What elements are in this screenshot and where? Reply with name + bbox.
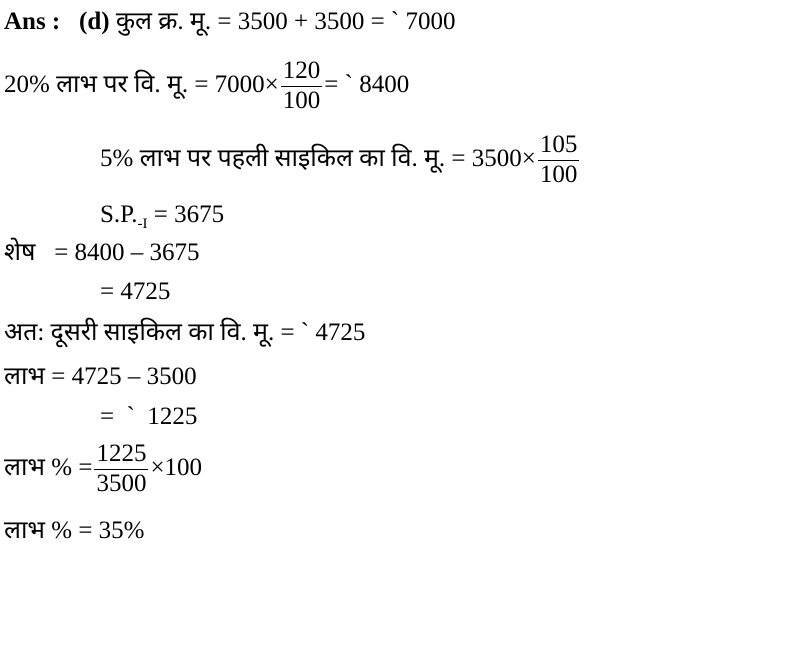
fraction-numerator: 105 xyxy=(538,131,580,161)
answer-line xyxy=(4,9,456,34)
profit-percent-formula-line xyxy=(4,440,202,499)
second-cycle-sp-text: अत: दूसरी साइकिल का वि. मू. = ` 4725 xyxy=(4,319,366,346)
sp-label: S.P. xyxy=(100,201,138,228)
remainder-text: शेष = 8400 – 3675 xyxy=(4,239,200,266)
first-cycle-prefix: 5% लाभ पर पहली साइकिल का वि. मू. = 3500× xyxy=(100,144,536,172)
fraction-denominator: 100 xyxy=(539,160,578,188)
profit-percent-prefix: लाभ % = xyxy=(4,453,93,481)
fraction-numerator: 1225 xyxy=(94,440,148,470)
profit-percent-result-line xyxy=(4,518,145,543)
fraction-105-100 xyxy=(538,131,580,190)
sp-first-line xyxy=(100,202,224,232)
fraction-120-100 xyxy=(281,57,323,116)
profit-text: लाभ = 4725 – 3500 xyxy=(4,363,197,390)
sp-subscript: -I xyxy=(137,216,148,232)
profit-line xyxy=(4,364,197,389)
remainder-line xyxy=(4,240,200,265)
sp-20pct-result: = ` 8400 xyxy=(324,70,410,98)
answer-label: Ans : xyxy=(4,8,61,35)
fraction-denominator: 3500 xyxy=(96,469,147,497)
profit-result: = ` 1225 xyxy=(100,403,198,430)
profit-result-line xyxy=(100,404,197,429)
second-cycle-sp-line xyxy=(4,320,365,345)
first-cycle-sp-line xyxy=(100,131,581,190)
answer-option: (d) xyxy=(79,8,110,35)
fraction-denominator: 100 xyxy=(282,86,321,114)
fraction-1225-3500 xyxy=(94,440,148,499)
sp-value: = 3675 xyxy=(147,201,225,228)
sp-20pct-prefix: 20% लाभ पर वि. मू. = 7000× xyxy=(4,70,279,98)
fraction-numerator: 120 xyxy=(281,57,323,87)
remainder-result: = 4725 xyxy=(100,278,171,305)
selling-price-20pct-line xyxy=(4,57,409,116)
profit-percent-result: लाभ % = 35% xyxy=(4,517,145,544)
profit-percent-multiplier: ×100 xyxy=(150,453,203,481)
remainder-result-line xyxy=(100,279,170,304)
total-cost-price-text: कुल क्र. मू. = 3500 + 3500 = ` 7000 xyxy=(115,8,456,35)
